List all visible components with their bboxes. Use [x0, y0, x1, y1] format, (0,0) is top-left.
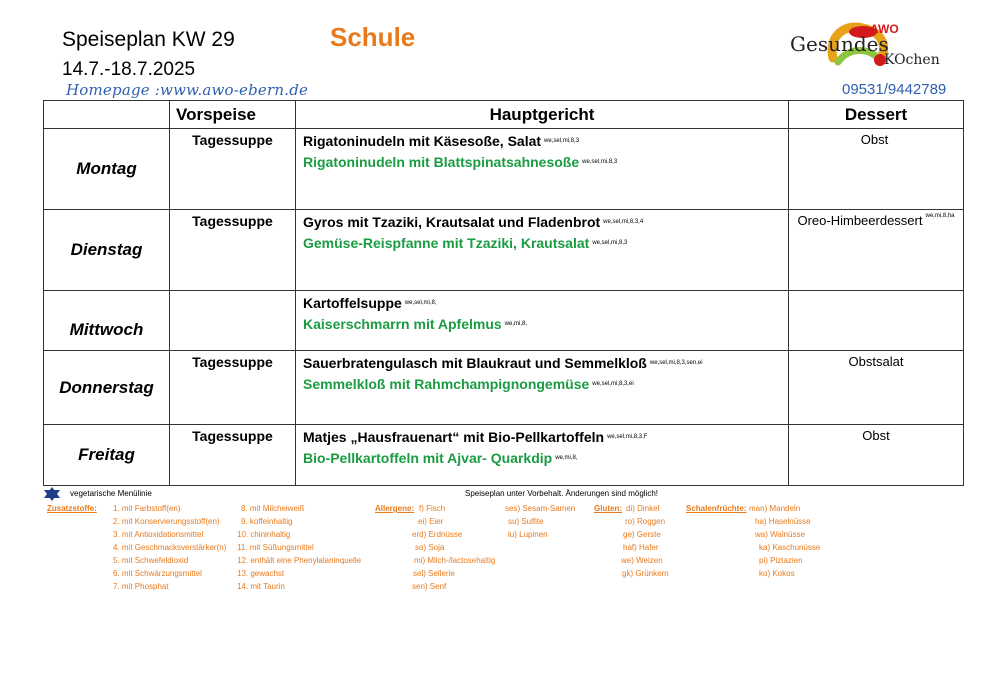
main-dish-1: Gyros mit Tzaziki, Krautsalat und Fladenbrot $^{we,sel,mi,8,3,4}$	[303, 214, 644, 230]
schalen-item: wa) Walnüsse	[755, 530, 805, 539]
gluten-item: haf) Hafer	[623, 543, 659, 552]
dessert-cell: Obst	[789, 425, 964, 486]
homepage-link[interactable]: Homepage :www.awo-ebern.de	[66, 81, 309, 99]
allergen-codes: we,sel,mi,8,3	[592, 240, 628, 246]
allergen-item: ses) Sesam-Samen	[505, 504, 576, 513]
gluten-item: gk) Grünkern	[622, 569, 669, 578]
allergen-codes: we,mi,8,	[504, 321, 528, 327]
main-dish-1: Sauerbratengulasch mit Blaukraut und Semmelkloß $^{we,sel,mi,8,3,sen,ei}$	[303, 355, 703, 371]
allergen-item: so) Soja	[415, 543, 445, 552]
zusatz-item: 6. mit Schwärzungsmittel	[113, 569, 202, 578]
zusatz-item: 9. koffeinhaltig	[241, 517, 293, 526]
disclaimer: Speiseplan unter Vorbehalt. Änderungen sind möglich!	[465, 489, 659, 498]
allergen-item: mi) Milch-/lactosehaltig	[414, 556, 496, 565]
allergene-title: Allergene:	[375, 504, 415, 513]
veg-legend-label: vegetarische Menülinie	[70, 489, 152, 498]
day-name: Donnerstag	[44, 351, 170, 425]
phone-number: 09531/9442789	[842, 81, 947, 98]
dessert-cell: Oreo-Himbeerdessert $^{we,mi,8,ha}$	[789, 210, 964, 291]
schalen-item: ha) Haselnüsse	[755, 517, 811, 526]
zusatz-item: 10. chininhaltig	[237, 530, 291, 539]
awo-logo	[788, 18, 958, 76]
allergen-item: f) Fisch	[419, 504, 446, 513]
gluten-item: ro) Roggen	[625, 517, 666, 526]
vorspeise-cell: Tagessuppe	[170, 129, 296, 210]
dessert-cell: Obstsalat	[789, 351, 964, 425]
day-column-header	[44, 101, 170, 129]
zusatz-item: 12. enthält eine Phenylalaninquelle	[237, 556, 362, 565]
schalen-title: Schalenfrüchte:	[686, 504, 747, 513]
zusatz-item: 4. mit Geschmacksverstärker(n)	[113, 543, 227, 552]
table-row	[44, 351, 964, 425]
table-row	[44, 210, 964, 291]
main-dish-cell	[296, 210, 789, 291]
dessert-column-header: Dessert	[789, 101, 964, 129]
gluten-item: we) Weizen	[621, 556, 663, 565]
gluten-item: ge) Gerste	[623, 530, 661, 539]
day-name: Mittwoch	[44, 291, 170, 351]
main-dish-1: Kartoffelsuppe $^{we,sel,mi,8,}$	[303, 295, 437, 311]
table-row	[44, 425, 964, 486]
allergen-codes: we,sel,mi,8,3	[582, 159, 618, 165]
logo-brand: AWO	[870, 22, 899, 36]
zusatz-item: 2. mit Konservierungsstoff(en)	[113, 517, 220, 526]
main-dish-cell	[296, 129, 789, 210]
vorspeise-column-header: Vorspeise	[170, 101, 296, 129]
zusatz-item: 11. mit Süßungsmittel	[237, 543, 314, 552]
table-row	[44, 291, 964, 351]
schalen-item: man) Mandeln	[749, 504, 801, 513]
week-dates: 14.7.-18.7.2025	[62, 59, 196, 80]
star-of-david-icon	[43, 487, 61, 501]
zusatz-item: 14. mit Taurin	[237, 582, 285, 591]
allergen-codes: we,mi,8,ha	[925, 213, 955, 219]
zusatz-title: Zusatzstoffe:	[47, 504, 97, 513]
zusatz-item: 7. mit Phosphat	[113, 582, 169, 591]
main-dish-vegetarian: Kaiserschmarrn mit Apfelmus $^{we,mi,8,}$	[303, 316, 528, 332]
table-row	[44, 129, 964, 210]
allergen-item: sen) Senf	[412, 582, 447, 591]
logo-line2: KOchen	[884, 52, 940, 68]
main-dish-cell	[296, 425, 789, 486]
day-name: Montag	[44, 129, 170, 210]
allergen-item: su) Sulfite	[508, 517, 544, 526]
hauptgericht-column-header: Hauptgericht	[296, 101, 789, 129]
allergen-item: erd) Erdnüsse	[412, 530, 463, 539]
menu-table	[43, 100, 964, 486]
main-dish-vegetarian: Semmelkloß mit Rahmchampignongemüse $^{we,sel,mi,8,3,ei}$	[303, 376, 634, 392]
schalen-item: ka) Kaschunüsse	[759, 543, 821, 552]
allergen-codes: we,mi,8,	[555, 455, 578, 461]
vorspeise-cell: Tagessuppe	[170, 210, 296, 291]
allergen-codes: we,sel,mi,8,	[404, 300, 437, 306]
table-header-row	[44, 101, 964, 129]
legend-footer	[43, 487, 963, 597]
day-name: Freitag	[44, 425, 170, 486]
allergen-codes: we,sel,mi,8,3,sen,ei	[649, 360, 703, 366]
schalen-item: pi) Piztazien	[759, 556, 803, 565]
main-dish-vegetarian: Bio-Pellkartoffeln mit Ajvar- Quarkdip $^{we,mi,8,}$	[303, 450, 578, 466]
allergen-codes: we,sel,mi,8,3,ei	[592, 381, 634, 387]
day-name: Dienstag	[44, 210, 170, 291]
allergen-item: sel) Sellerie	[413, 569, 455, 578]
vorspeise-cell: Tagessuppe	[170, 351, 296, 425]
gluten-title: Gluten:	[594, 504, 622, 513]
gluten-item: di) Dinkel	[626, 504, 660, 513]
main-dish-vegetarian: Gemüse-Reispfanne mit Tzaziki, Krautsalat $^{we,sel,mi,8,3}$	[303, 235, 628, 251]
vorspeise-cell: Tagessuppe	[170, 425, 296, 486]
allergen-codes: we,sel,mi,8,3	[544, 138, 580, 144]
school-label: Schule	[330, 22, 416, 52]
schalen-item: ko) Kokos	[759, 569, 795, 578]
main-dish-vegetarian: Rigatoninudeln mit Blattspinatsahnesoße $^{we,sel,mi,8,3}$	[303, 154, 618, 170]
main-dish-cell	[296, 291, 789, 351]
zusatz-item: 1. mit Farbstoff(en)	[113, 504, 181, 513]
main-dish-1: Matjes „Hausfrauenart“ mit Bio-Pellkartoffeln $^{we,sel,mi,8,3,F}$	[303, 429, 648, 445]
main-dish-cell	[296, 351, 789, 425]
zusatz-item: 13. gewachst	[237, 569, 285, 578]
zusatz-item: 5. mit Schwefeldioxid	[113, 556, 189, 565]
zusatz-item: 8. mit Milcheiweiß	[241, 504, 305, 513]
zusatz-item: 3. mit Antioxidationsmittel	[113, 530, 204, 539]
allergen-codes: we,sel,mi,8,3,4	[603, 219, 644, 225]
main-dish-1: Rigatoninudeln mit Käsesoße, Salat $^{we,sel,mi,8,3}$	[303, 133, 580, 149]
allergen-item: ei) Eier	[418, 517, 444, 526]
logo-line1: Gesundes	[790, 32, 889, 56]
menu-title: Speiseplan KW 29	[62, 28, 235, 51]
dessert-cell	[789, 291, 964, 351]
allergen-codes: we,sel,mi,8,3,F	[607, 434, 648, 440]
dessert-cell: Obst	[789, 129, 964, 210]
vorspeise-cell	[170, 291, 296, 351]
allergen-item: lu) Lupinen	[508, 530, 548, 539]
